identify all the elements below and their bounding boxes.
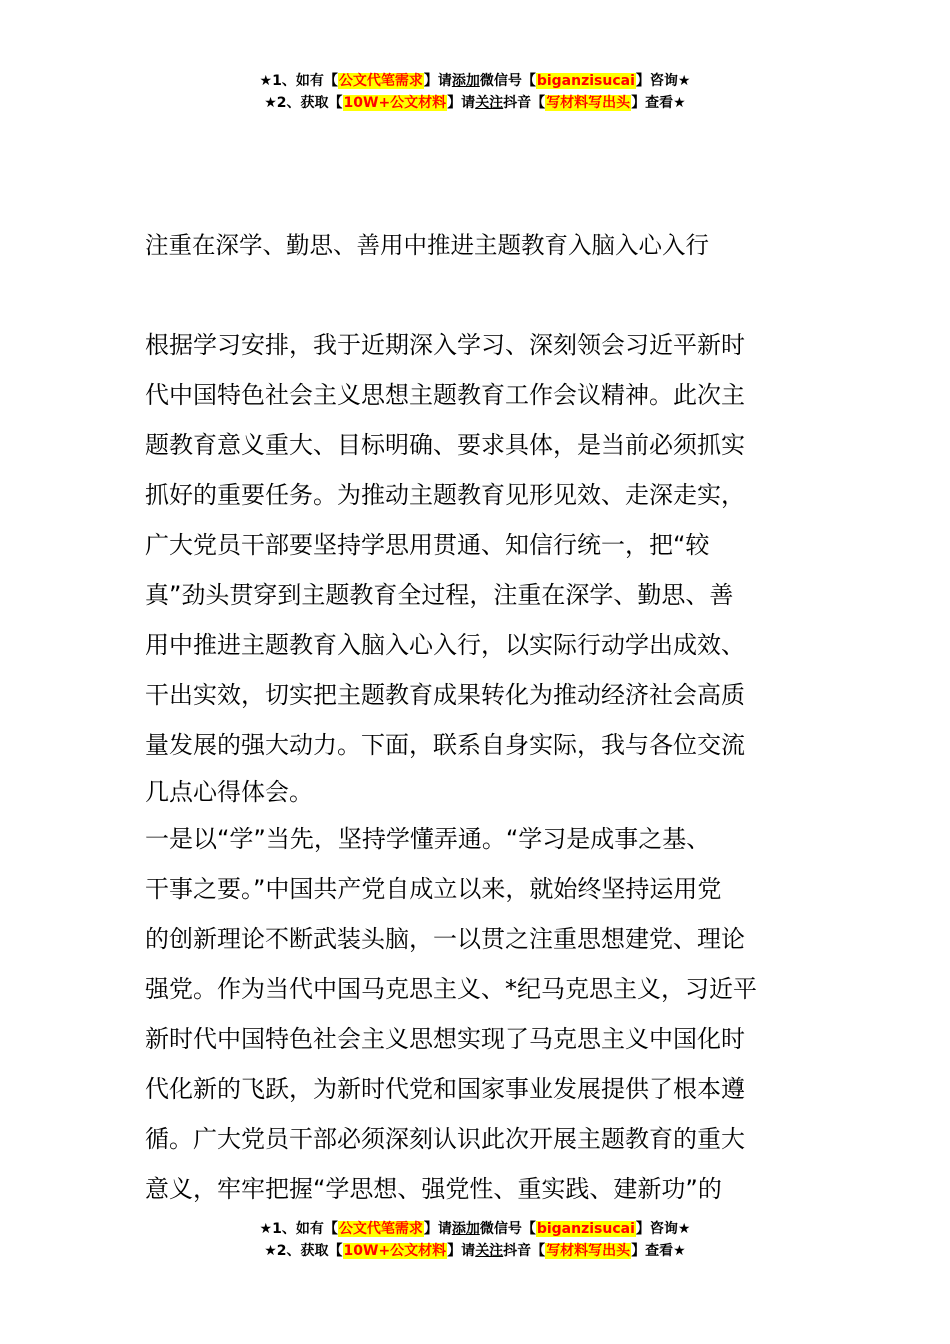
paragraph-1-line: 题教育意义重大、目标明确、要求具体，是当前必须抓实 — [145, 431, 745, 459]
banner-line-2: ★2、获取【10W+公文材料】请关注抖音【写材料写出头】查看★ — [264, 95, 686, 111]
banner-line-1: ★1、如有【公文代笔需求】请添加微信号【biganzisucai】咨询★ — [259, 73, 691, 89]
underlined-follow: 关注 — [475, 1243, 504, 1259]
paragraph-1-line: 抓好的重要任务。为推动主题教育见形见效、走深走实， — [145, 481, 745, 509]
paragraph-2-line: 代化新的飞跃，为新时代党和国家事业发展提供了根本遵 — [145, 1075, 745, 1103]
underlined-follow: 关注 — [475, 95, 504, 111]
top-banner — [0, 70, 950, 114]
paragraph-2-line: 强党。作为当代中国马克思主义、*纪马克思主义，习近平 — [145, 975, 757, 1003]
underlined-add: 添加 — [451, 73, 480, 89]
paragraph-1-line: 干出实效，切实把主题教育成果转化为推动经济社会高质 — [145, 681, 745, 709]
paragraph-2-line: 循。广大党员干部必须深刻认识此次开展主题教育的重大 — [145, 1125, 745, 1153]
highlight-douyin: 写材料写出头 — [546, 95, 631, 111]
highlight-wechat-id: biganzisucai — [536, 73, 635, 89]
paragraph-1-line: 几点心得体会。 — [145, 778, 313, 806]
document-title: 注重在深学、勤思、善用中推进主题教育入脑入心入行 — [145, 231, 709, 259]
paragraph-1-line: 真”劲头贯穿到主题教育全过程，注重在深学、勤思、善 — [145, 581, 734, 609]
document-body — [145, 320, 825, 1214]
paragraph-2-line: 干事之要。”中国共产党自成立以来，就始终坚持运用党 — [145, 875, 722, 903]
highlight-materials: 10W+公文材料 — [343, 1243, 447, 1259]
paragraph-1-line: 广大党员干部要坚持学思用贯通、知信行统一，把“较 — [145, 531, 710, 559]
paragraph-2-line: 的创新理论不断武装头脑，一以贯之注重思想建党、理论 — [145, 925, 745, 953]
bottom-banner — [0, 1218, 950, 1262]
paragraph-1-line: 量发展的强大动力。下面，联系自身实际，我与各位交流 — [145, 731, 745, 759]
paragraph-1-line: 根据学习安排，我于近期深入学习、深刻领会习近平新时 — [145, 331, 745, 359]
underlined-add: 添加 — [451, 1221, 480, 1237]
paragraph-2-line: 意义，牢牢把握“学思想、强党性、重实践、建新功”的 — [145, 1175, 722, 1203]
paragraph-2-line: 新时代中国特色社会主义思想实现了马克思主义中国化时 — [145, 1025, 745, 1053]
highlight-wechat-id: biganzisucai — [536, 1221, 635, 1237]
highlight-materials: 10W+公文材料 — [343, 95, 447, 111]
banner-line-1: ★1、如有【公文代笔需求】请添加微信号【biganzisucai】咨询★ — [259, 1221, 691, 1237]
paragraph-2-line: 一是以“学”当先，坚持学懂弄通。“学习是成事之基、 — [145, 825, 711, 853]
highlight-service: 公文代笔需求 — [338, 73, 423, 89]
paragraph-1-line: 代中国特色社会主义思想主题教育工作会议精神。此次主 — [145, 381, 745, 409]
highlight-service: 公文代笔需求 — [338, 1221, 423, 1237]
paragraph-1-line: 用中推进主题教育入脑入心入行，以实际行动学出成效、 — [145, 631, 745, 659]
highlight-douyin: 写材料写出头 — [546, 1243, 631, 1259]
banner-line-2: ★2、获取【10W+公文材料】请关注抖音【写材料写出头】查看★ — [264, 1243, 686, 1259]
